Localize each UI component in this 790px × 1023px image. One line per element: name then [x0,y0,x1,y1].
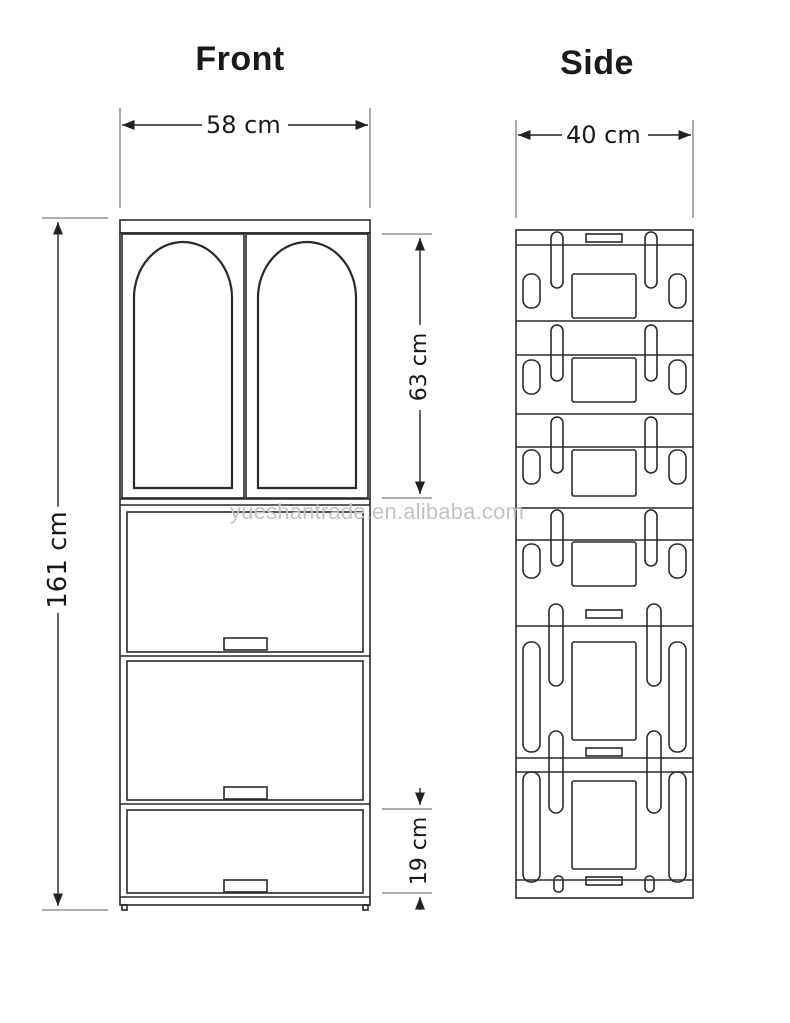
drawer-1-handle [224,638,267,650]
drawer-1 [127,512,363,652]
front-view-title: Front [195,40,285,78]
foot-right [363,905,368,910]
watermark-text: yueshantrade.en.alibaba.com [230,499,525,524]
right-door-arch [258,242,356,488]
left-door-arch [134,242,232,488]
drawer-3-handle [224,880,267,892]
drawer-2-handle [224,787,267,799]
right-door [246,234,368,498]
foot-left [122,905,127,910]
cabinet-top [120,220,370,233]
left-door [122,234,244,498]
upper-cabinet-dimension-label: 63 cm [407,329,433,406]
side-view-title: Side [560,44,634,82]
width-dimension-label: 58 cm [202,111,285,139]
side-view [516,120,693,898]
drawer-2 [127,661,363,800]
depth-dimension-label: 40 cm [562,121,645,149]
side-panel-outline [516,230,693,898]
height-dimension-label: 161 cm [45,507,71,613]
bottom-drawer-dimension-label: 19 cm [407,813,433,890]
